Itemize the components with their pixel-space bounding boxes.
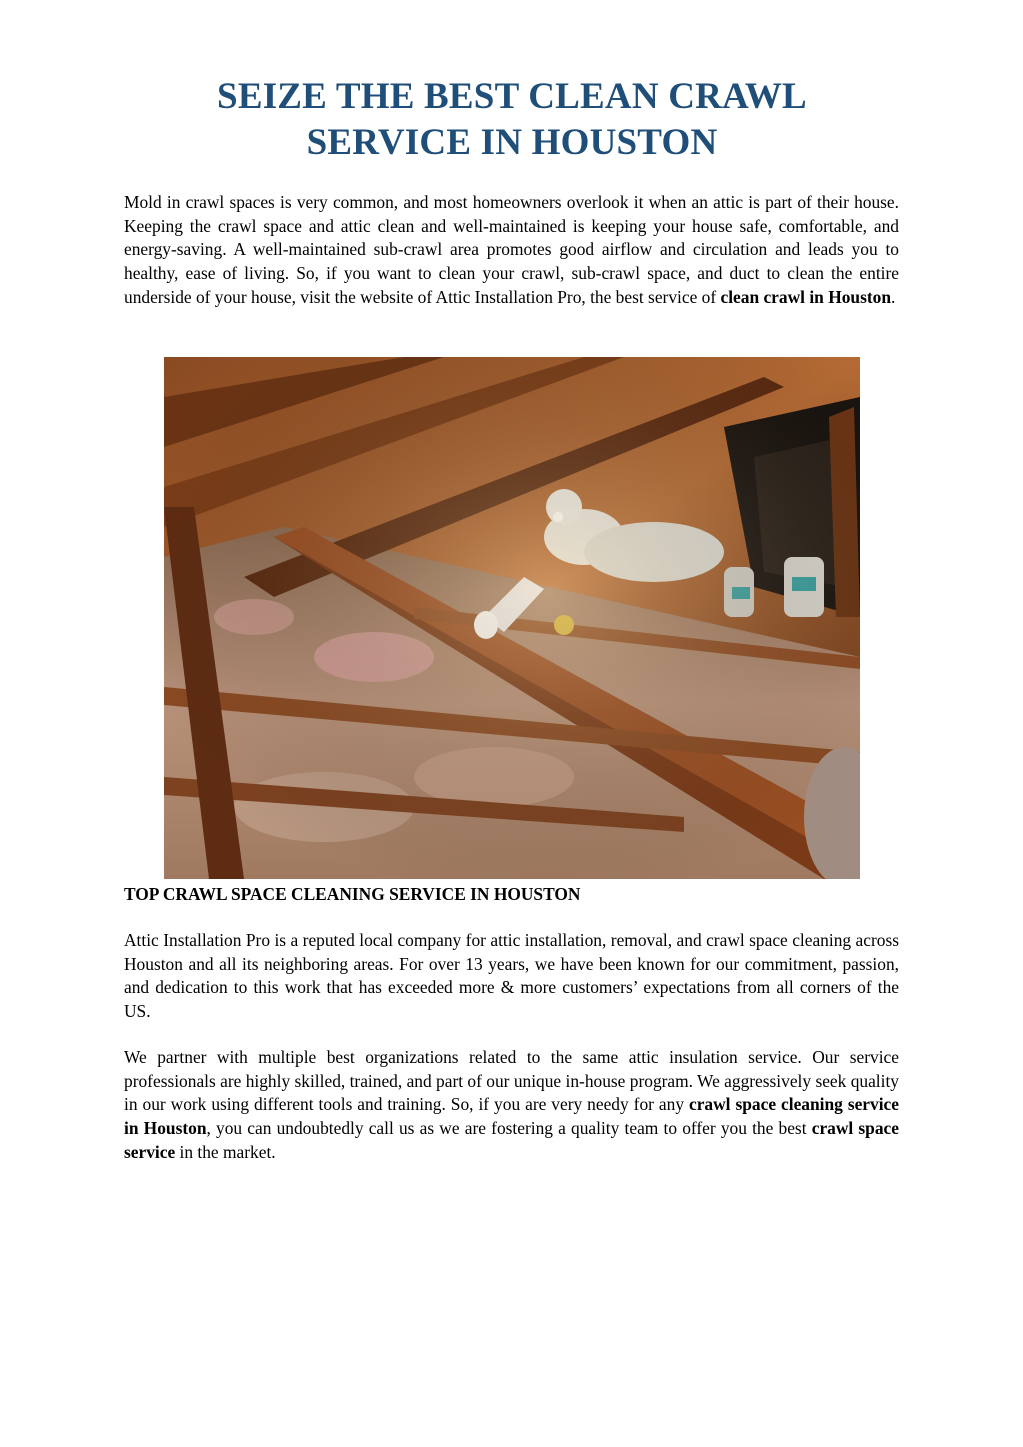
partner-text-1: We partner with multiple best organizations related to the same attic insulation service. Our service professionals are highly skilled, trained, and part of our unique in-house program. We aggressively seek quality in our work using different tools and training. So, if you are very needy for any [124,1047,899,1115]
partner-keyword-1: crawl space cleaning service in Houston [124,1094,899,1139]
partner-keyword-2: crawl space service [124,1118,899,1162]
attic-crawl-space-photo-icon [164,357,860,879]
section-heading: TOP CRAWL SPACE CLEANING SERVICE IN HOUSTON [124,884,581,904]
page-title [124,74,900,166]
attic-photo [164,357,860,879]
partner-paragraph [124,1046,899,1165]
intro-keyword: clean crawl in Houston [720,286,892,307]
intro-paragraph [124,191,899,310]
about-paragraph: Attic Installation Pro is a reputed local company for attic installation, removal, and crawl space cleaning across Houston and all its neighboring areas. For over 13 years, we have been known for our commitment, passion, and dedication to this work that has exceeded more & more customers’ expectations from all corners of the US. [124,930,899,1022]
partner-text-3: in the market. [175,1141,276,1162]
page-title-line-1: SEIZE THE BEST CLEAN CRAWL [217,76,807,117]
page-title-line-2: SERVICE IN HOUSTON [306,122,718,163]
partner-text-2: , you can undoubtedly call us as we are fostering a quality team to offer you the best [206,1118,812,1139]
intro-text: Mold in crawl spaces is very common, and most homeowners overlook it when an attic is part of their house. Keeping the crawl space and attic clean and well-maintained is keeping your house safe, comfortable, and energy-saving. A well-maintained sub-crawl area promotes good airflow and circulation and leads you to healthy, ease of living. So, if you want to clean your crawl, sub-crawl space, and duct to clean the entire underside of your house, visit the website of Attic Installation Pro, the best service of [124,192,899,307]
intro-end: . [891,286,896,307]
